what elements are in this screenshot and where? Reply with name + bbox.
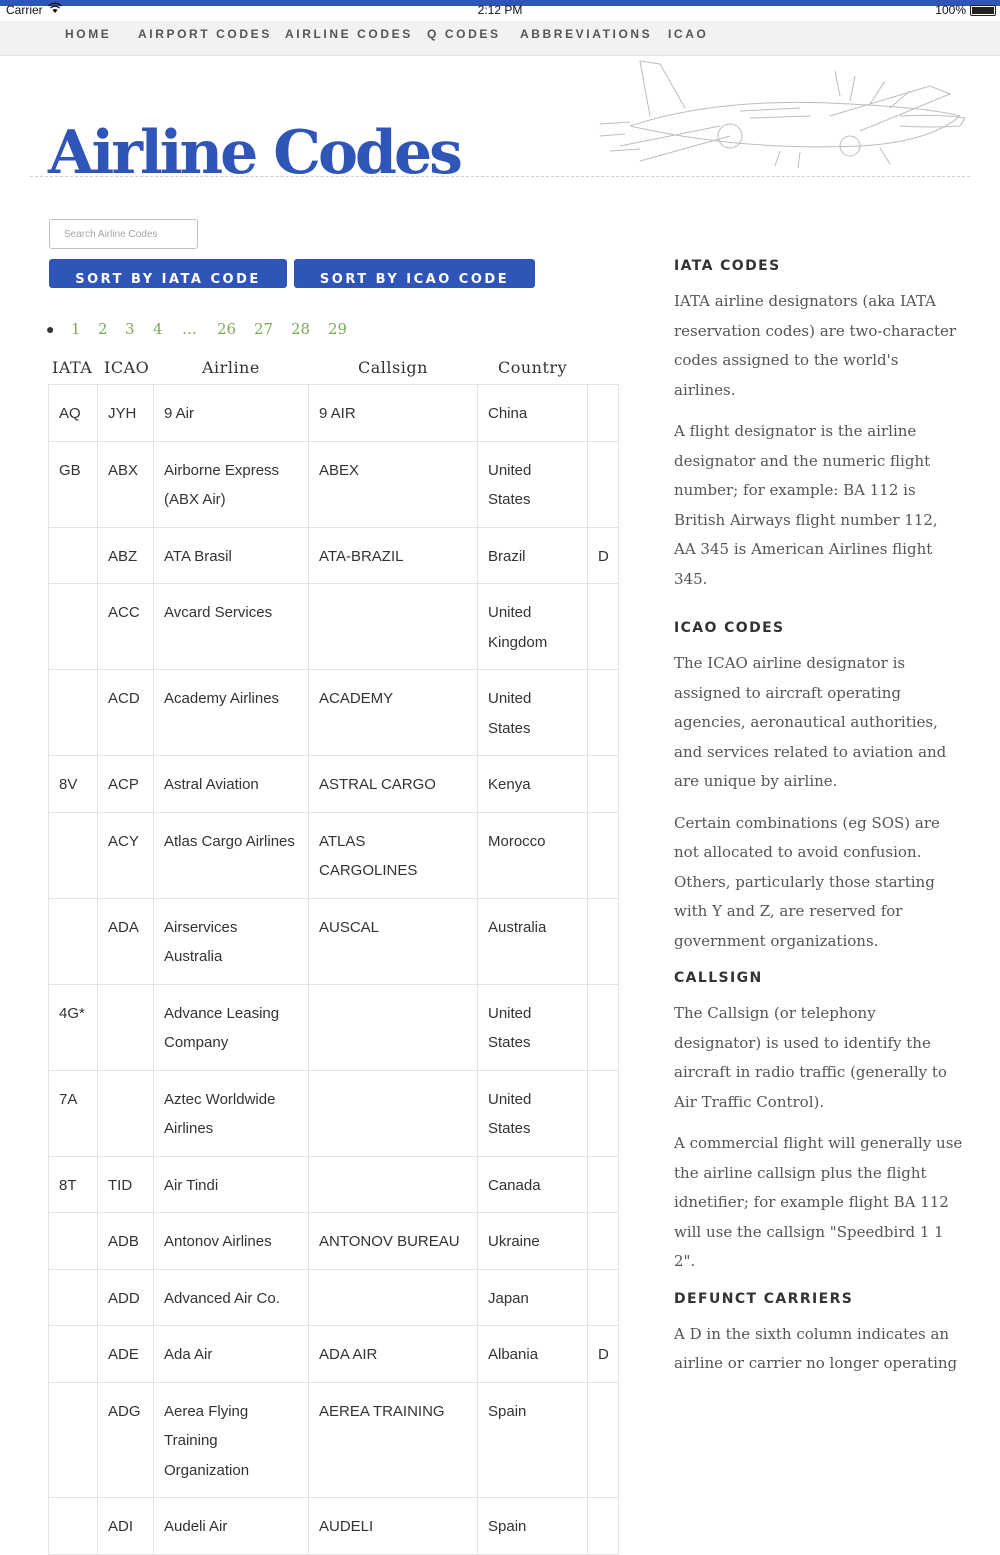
cell-country: China	[478, 385, 588, 442]
page-title: Airline Codes	[48, 118, 460, 188]
cell-icao: ACP	[98, 756, 154, 813]
cell-iata	[49, 670, 98, 756]
cell-country: United States	[478, 1070, 588, 1156]
cell-country: United States	[478, 670, 588, 756]
pagination	[46, 320, 606, 342]
sidebar-paragraph: A flight designator is the airline designator and the numeric flight number; for example: BA 112 is British Airways flight number 112, AA 345 is American Airlines flight 345.	[674, 422, 938, 588]
cell-defunct	[588, 1156, 619, 1213]
battery-icon	[970, 5, 996, 16]
cell-callsign: ATA-BRAZIL	[309, 527, 478, 584]
cell-callsign	[309, 1070, 478, 1156]
cell-country: Canada	[478, 1156, 588, 1213]
cell-defunct	[588, 670, 619, 756]
cell-country: Spain	[478, 1382, 588, 1498]
cell-icao: ABX	[98, 441, 154, 527]
carrier-label: Carrier	[6, 3, 43, 17]
cell-icao: ADD	[98, 1269, 154, 1326]
cell-iata	[49, 584, 98, 670]
cell-airline: Atlas Cargo Airlines	[154, 812, 309, 898]
cell-iata: 7A	[49, 1070, 98, 1156]
airline-codes-table	[48, 384, 619, 1555]
cell-defunct	[588, 898, 619, 984]
airplane-sketch-image	[600, 56, 980, 176]
cell-callsign: AUDELI	[309, 1498, 478, 1555]
page-link[interactable]: 2	[98, 320, 108, 338]
nav-airport-codes[interactable]: AIRPORT CODES	[138, 27, 272, 41]
cell-icao	[98, 1070, 154, 1156]
table-row	[49, 984, 619, 1070]
cell-iata: 8V	[49, 756, 98, 813]
table-row	[49, 756, 619, 813]
cell-country: Brazil	[478, 527, 588, 584]
cell-country: United States	[478, 441, 588, 527]
cell-icao: ACC	[98, 584, 154, 670]
nav-home[interactable]: HOME	[65, 27, 112, 41]
cell-country: Japan	[478, 1269, 588, 1326]
cell-airline: Advance Leasing Company	[154, 984, 309, 1070]
title-divider	[30, 176, 970, 177]
table-row	[49, 385, 619, 442]
cell-defunct	[588, 1269, 619, 1326]
cell-icao: ABZ	[98, 527, 154, 584]
cell-country: Spain	[478, 1498, 588, 1555]
cell-iata	[49, 898, 98, 984]
nav-abbreviations[interactable]: ABBREVIATIONS	[520, 27, 653, 41]
cell-country: Kenya	[478, 756, 588, 813]
cell-country: Ukraine	[478, 1213, 588, 1270]
main-nav	[0, 21, 1000, 56]
cell-callsign	[309, 1269, 478, 1326]
sidebar-paragraph: IATA airline designators (aka IATA reservation codes) are two-character codes assigned to the world's airlines.	[674, 292, 957, 399]
cell-country: United States	[478, 984, 588, 1070]
cell-callsign	[309, 1156, 478, 1213]
cell-airline: Advanced Air Co.	[154, 1269, 309, 1326]
cell-airline: Airservices Australia	[154, 898, 309, 984]
status-time: 2:12 PM	[477, 3, 523, 17]
sidebar-heading-icao: ICAO CODES	[674, 620, 785, 636]
cell-defunct	[588, 385, 619, 442]
table-row	[49, 1070, 619, 1156]
column-header-iata: IATA	[52, 358, 93, 377]
cell-airline: Audeli Air	[154, 1498, 309, 1555]
sidebar-heading-callsign: CALLSIGN	[674, 970, 763, 986]
cell-airline: Airborne Express (ABX Air)	[154, 441, 309, 527]
nav-q-codes[interactable]: Q CODES	[427, 27, 501, 41]
cell-airline: Academy Airlines	[154, 670, 309, 756]
table-row	[49, 1498, 619, 1555]
sidebar-paragraph: A D in the sixth column indicates an airline or carrier no longer operating	[674, 1324, 958, 1372]
page-link[interactable]: 29	[328, 320, 348, 338]
cell-icao: ACY	[98, 812, 154, 898]
cell-icao: ACD	[98, 670, 154, 756]
cell-callsign: ASTRAL CARGO	[309, 756, 478, 813]
sidebar-heading-defunct: DEFUNCT CARRIERS	[674, 1290, 854, 1307]
cell-airline: Air Tindi	[154, 1156, 309, 1213]
pagination-bullet-icon: ●	[46, 321, 55, 337]
sidebar-paragraph: Certain combinations (eg SOS) are not allocated to avoid confusion. Others, particularly those starting with Y and Z, are reserved for government organizations.	[674, 813, 940, 950]
table-row	[49, 441, 619, 527]
cell-airline: Ada Air	[154, 1326, 309, 1383]
cell-iata: GB	[49, 441, 98, 527]
cell-iata	[49, 1269, 98, 1326]
cell-airline: Astral Aviation	[154, 756, 309, 813]
cell-icao: TID	[98, 1156, 154, 1213]
table-row	[49, 812, 619, 898]
page-ellipsis: …	[182, 320, 197, 338]
cell-callsign: AEREA TRAINING	[309, 1382, 478, 1498]
cell-icao: ADG	[98, 1382, 154, 1498]
page-link[interactable]: 28	[291, 320, 311, 338]
cell-iata	[49, 527, 98, 584]
column-header-country: Country	[498, 358, 568, 377]
cell-iata: 4G*	[49, 984, 98, 1070]
cell-callsign	[309, 584, 478, 670]
cell-defunct	[588, 1213, 619, 1270]
table-row	[49, 1269, 619, 1326]
cell-iata	[49, 1213, 98, 1270]
cell-icao: ADE	[98, 1326, 154, 1383]
cell-callsign: ADA AIR	[309, 1326, 478, 1383]
cell-callsign: 9 AIR	[309, 385, 478, 442]
cell-defunct	[588, 984, 619, 1070]
nav-airline-codes[interactable]: AIRLINE CODES	[285, 27, 413, 41]
table-row	[49, 527, 619, 584]
page-link[interactable]: 27	[254, 320, 274, 338]
status-bar	[0, 3, 1000, 21]
cell-icao: ADB	[98, 1213, 154, 1270]
column-header-icao: ICAO	[104, 358, 150, 377]
sidebar-paragraph: The ICAO airline designator is assigned to aircraft operating agencies, aeronautical authorities, and services related to aviation and are unique by airline.	[674, 654, 947, 790]
cell-airline: Aerea Flying Training Organization	[154, 1382, 309, 1498]
cell-defunct	[588, 1382, 619, 1498]
cell-callsign	[309, 984, 478, 1070]
sidebar-paragraph: A commercial flight will generally use the airline callsign plus the flight idnetifier; for example flight BA 112 will use the callsign "Speedbird 1 1 2".	[674, 1134, 963, 1270]
cell-defunct: D	[588, 527, 619, 584]
cell-icao: ADI	[98, 1498, 154, 1555]
cell-defunct	[588, 756, 619, 813]
cell-callsign: AUSCAL	[309, 898, 478, 984]
page-link[interactable]: 3	[125, 320, 135, 338]
cell-country: Australia	[478, 898, 588, 984]
cell-icao	[98, 984, 154, 1070]
sidebar-info	[674, 240, 964, 1391]
cell-iata: AQ	[49, 385, 98, 442]
page-link[interactable]: 26	[217, 320, 237, 338]
table-row	[49, 1326, 619, 1383]
cell-callsign: ATLAS CARGOLINES	[309, 812, 478, 898]
cell-country: Albania	[478, 1326, 588, 1383]
cell-defunct	[588, 1498, 619, 1555]
cell-defunct	[588, 1070, 619, 1156]
cell-iata	[49, 1326, 98, 1383]
cell-callsign: ABEX	[309, 441, 478, 527]
cell-airline: ATA Brasil	[154, 527, 309, 584]
cell-country: United Kingdom	[478, 584, 588, 670]
cell-defunct	[588, 812, 619, 898]
sort-by-icao-button[interactable]: SORT BY ICAO CODE	[294, 259, 535, 288]
table-row	[49, 898, 619, 984]
cell-iata	[49, 1498, 98, 1555]
cell-defunct	[588, 584, 619, 670]
sidebar-paragraph: The Callsign (or telephony designator) is used to identify the aircraft in radio traffic (generally to Air Traffic Control).	[674, 1004, 947, 1111]
battery-percent: 100%	[935, 3, 966, 17]
cell-iata: 8T	[49, 1156, 98, 1213]
search-input[interactable]	[49, 219, 198, 249]
nav-icao[interactable]: ICAO	[668, 27, 709, 41]
cell-iata	[49, 812, 98, 898]
cell-defunct: D	[588, 1326, 619, 1383]
table-row	[49, 1213, 619, 1270]
cell-defunct	[588, 441, 619, 527]
column-header-callsign: Callsign	[358, 358, 428, 377]
page-link[interactable]: 1	[71, 320, 81, 338]
table-row	[49, 1156, 619, 1213]
page-link[interactable]: 4	[153, 320, 163, 338]
cell-iata	[49, 1382, 98, 1498]
cell-callsign: ACADEMY	[309, 670, 478, 756]
column-header-airline: Airline	[202, 358, 260, 377]
cell-airline: Antonov Airlines	[154, 1213, 309, 1270]
table-row	[49, 1382, 619, 1498]
table-row	[49, 670, 619, 756]
cell-callsign: ANTONOV BUREAU	[309, 1213, 478, 1270]
cell-country: Morocco	[478, 812, 588, 898]
sort-by-iata-button[interactable]: SORT BY IATA CODE	[49, 259, 287, 288]
cell-airline: Avcard Services	[154, 584, 309, 670]
table-row	[49, 584, 619, 670]
cell-airline: Aztec Worldwide Airlines	[154, 1070, 309, 1156]
sidebar-heading-iata: IATA CODES	[674, 258, 781, 274]
cell-icao: ADA	[98, 898, 154, 984]
cell-icao: JYH	[98, 385, 154, 442]
cell-airline: 9 Air	[154, 385, 309, 442]
